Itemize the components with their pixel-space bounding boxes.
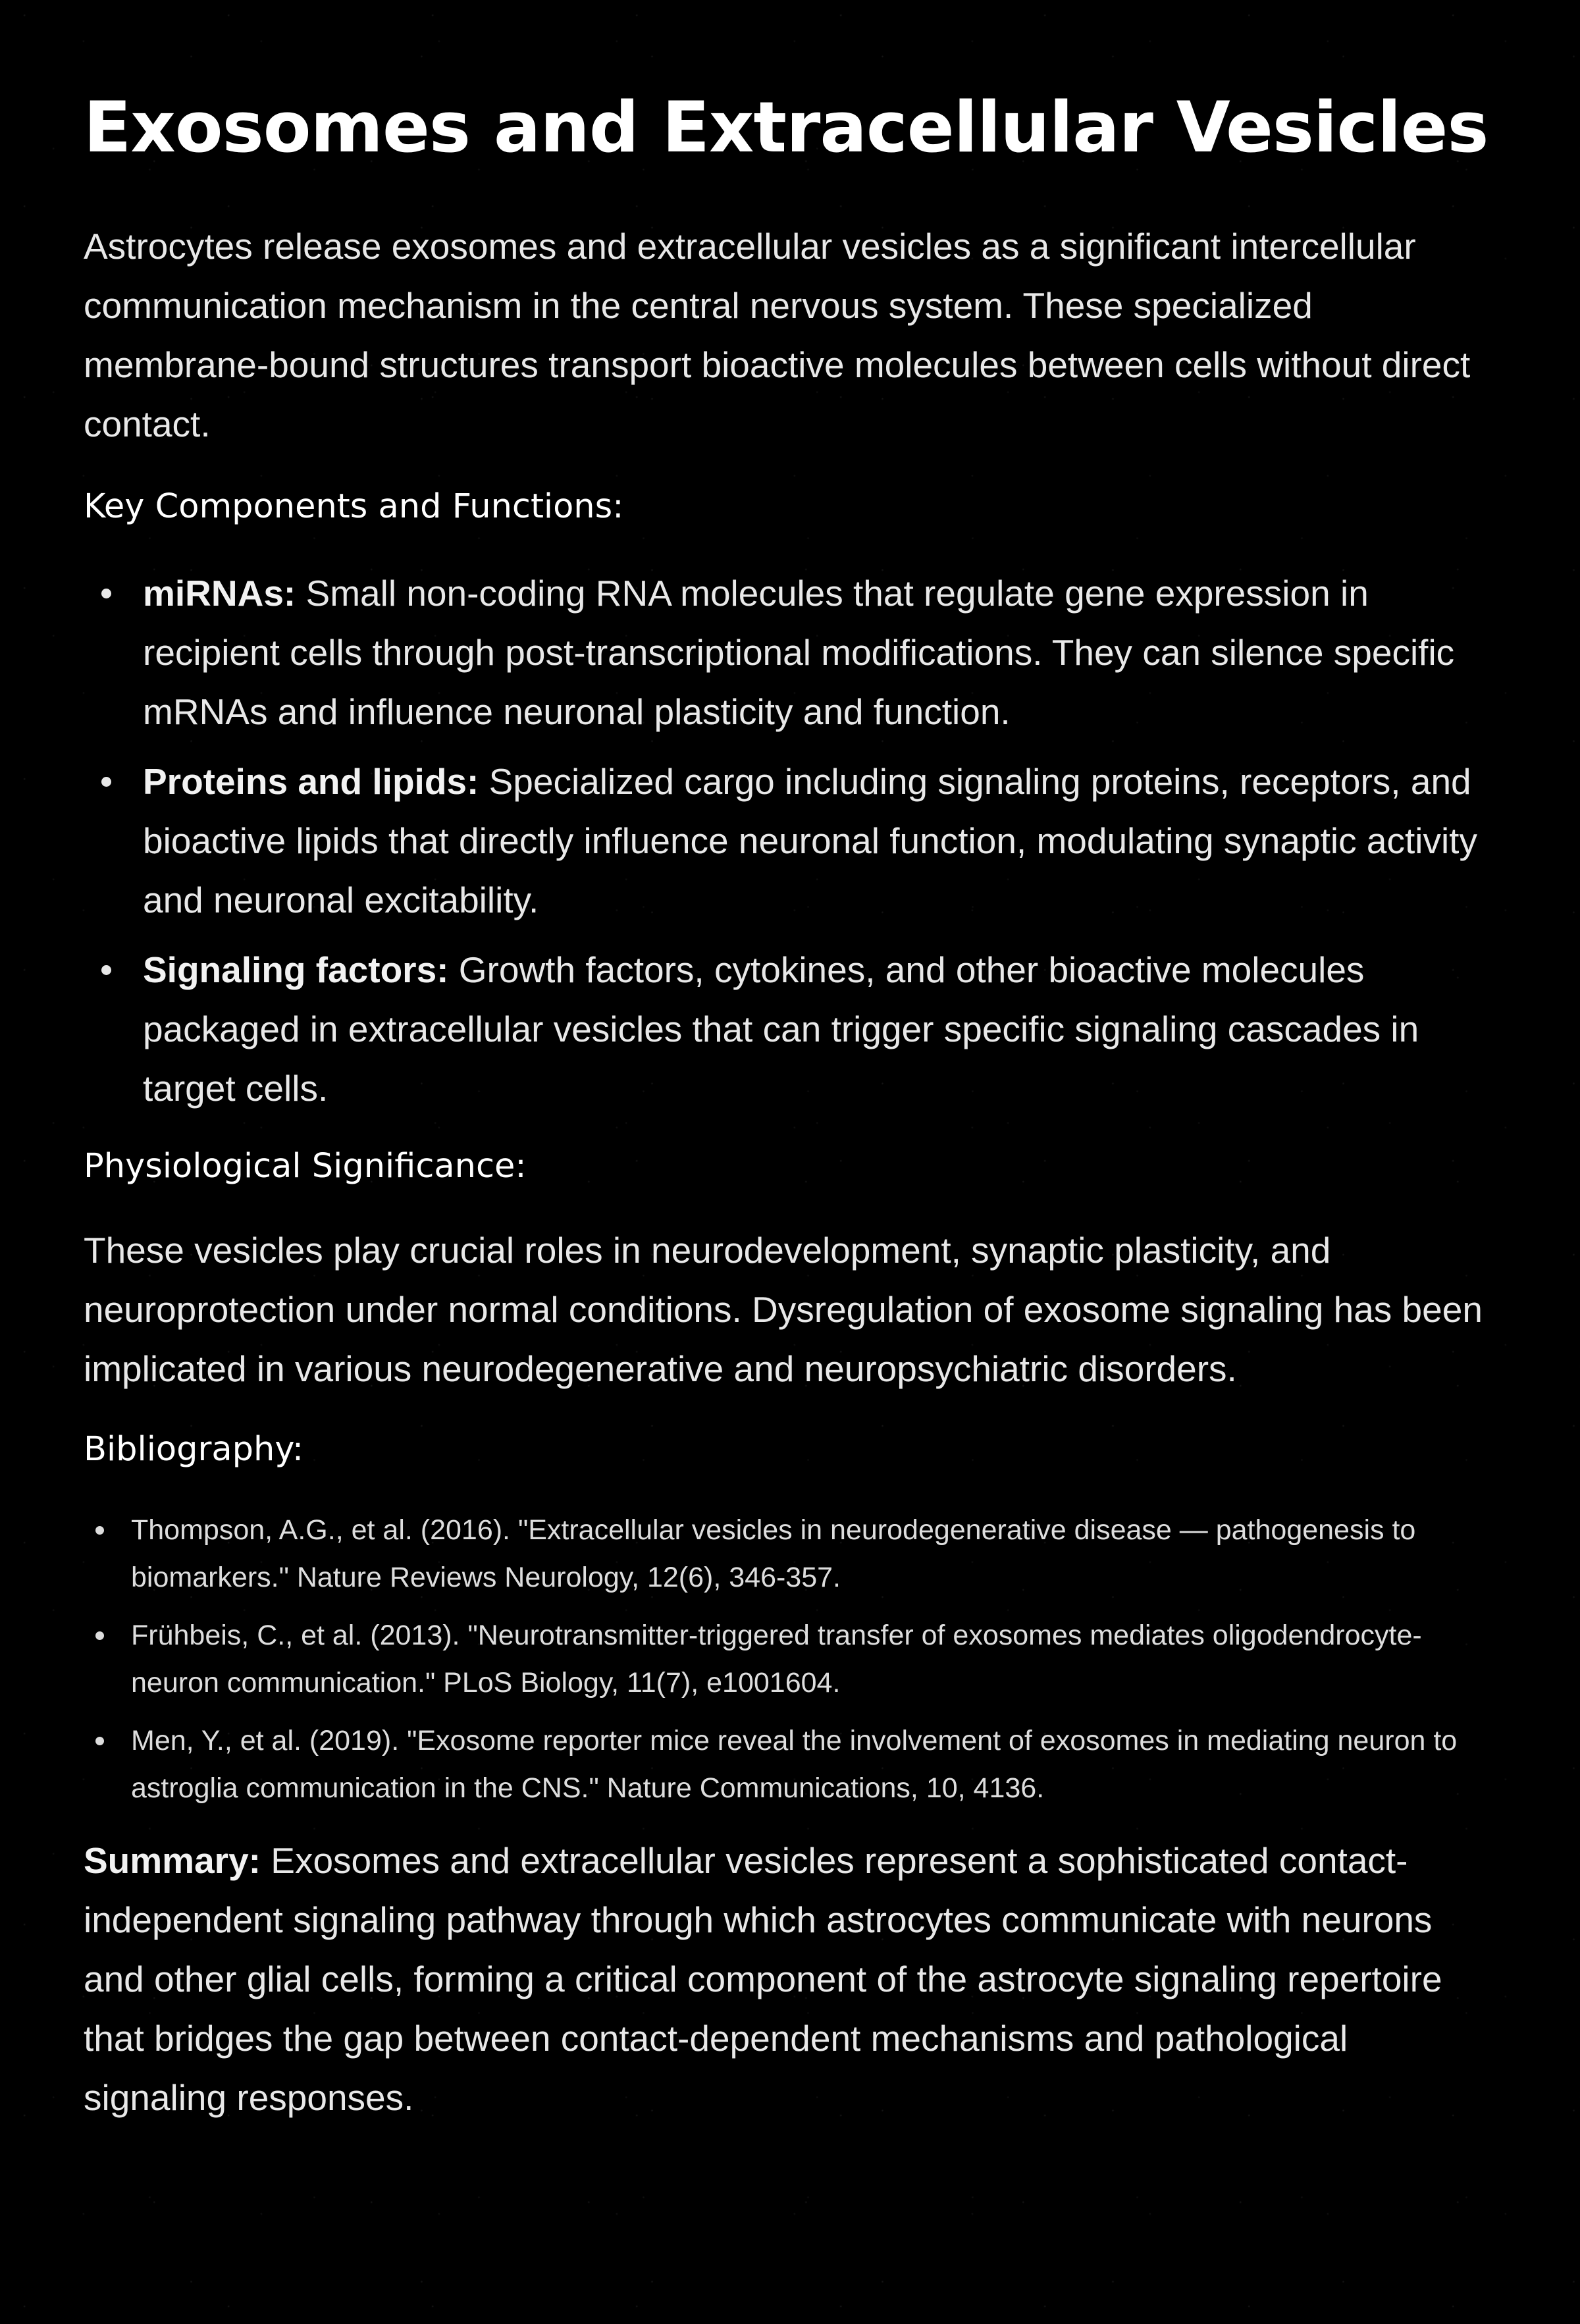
summary-label: Summary: (84, 1840, 261, 1882)
list-item-text: Small non-coding RNA molecules that regulate gene expression in recipient cells through post-transcriptional modifications. They can silence specific mRNAs and influence neuronal plasticity and function. (143, 573, 1455, 733)
list-item-term: Proteins and lipids: (143, 761, 479, 803)
page-title: Exosomes and Extracellular Vesicles (84, 87, 1488, 168)
bibliography-item: Frühbeis, C., et al. (2013). "Neurotransmitter-triggered transfer of exosomes mediates oligodendrocyte-neuron communication." PLoS Biology, 11(7), e1001604. (131, 1612, 1499, 1706)
list-item-text: Growth factors, cytokines, and other bioactive molecules packaged in extracellular vesicles that can trigger specific signaling cascades in target cells. (143, 949, 1419, 1109)
document-page (84, 0, 1499, 2127)
intro-paragraph: Astrocytes release exosomes and extracellular vesicles as a significant intercellular communication mechanism in the central nervous system. These specialized membrane-bound structures transport bioactive molecules between cells without direct contact. (84, 226, 1471, 445)
list-item-term: Signaling factors: (143, 949, 449, 991)
key-components-list (84, 564, 1499, 1118)
physiological-heading: Physiological Significance: (84, 1147, 527, 1186)
bibliography-heading: Bibliography: (84, 1429, 304, 1469)
list-item (143, 940, 1499, 1118)
bibliography-list (84, 1506, 1499, 1812)
summary-text: Exosomes and extracellular vesicles represent a sophisticated contact-independent signaling pathway through which astrocytes communicate with neurons and other glial cells, forming a critical component of the astrocyte signaling repertoire that bridges the gap between contact-dependent mechanisms and pathological signaling responses. (84, 1840, 1442, 2119)
list-item (143, 564, 1499, 741)
bibliography-item: Thompson, A.G., et al. (2016). "Extracellular vesicles in neurodegenerative disease — pathogenesis to biomarkers." Nature Reviews Neurology, 12(6), 346-357. (131, 1506, 1499, 1601)
list-item-term: miRNAs: (143, 573, 296, 614)
summary-paragraph (84, 1831, 1499, 2127)
physiological-paragraph: These vesicles play crucial roles in neurodevelopment, synaptic plasticity, and neuroprotection under normal conditions. Dysregulation of exosome signaling has been implicated in various neurodegenerative and neuropsychiatric disorders. (84, 1229, 1483, 1389)
key-components-heading: Key Components and Functions: (84, 487, 624, 527)
bibliography-item: Men, Y., et al. (2019). "Exosome reporter mice reveal the involvement of exosomes in mediating neuron to astroglia communication in the CNS." Nature Communications, 10, 4136. (131, 1717, 1499, 1812)
list-item (143, 752, 1499, 930)
list-item-text: Specialized cargo including signaling proteins, receptors, and bioactive lipids that directly influence neuronal function, modulating synaptic activity and neuronal excitability. (143, 761, 1477, 921)
